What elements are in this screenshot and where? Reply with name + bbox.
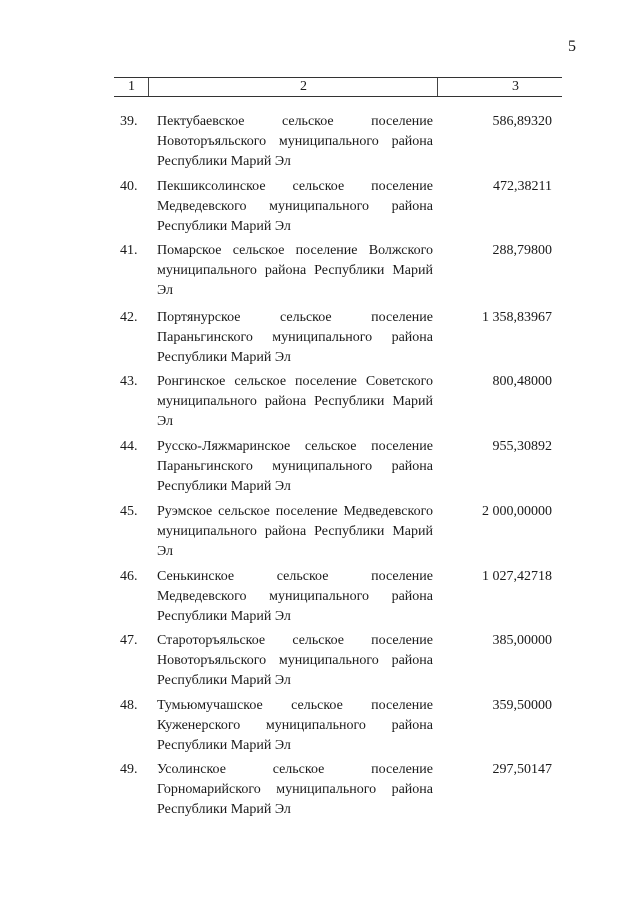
table-row [0, 696, 640, 756]
row-number: 47. [120, 633, 138, 648]
row-number: 42. [120, 310, 138, 325]
settlement-name: Русско-Ляжмаринское сельское поселение Параньгинского муниципального района Республики Марий Эл [157, 439, 433, 494]
table-row [0, 112, 640, 172]
settlement-name: Ронгинское сельское поселение Советского муниципального района Республики Марий Эл [157, 374, 433, 429]
row-number: 40. [120, 179, 138, 194]
settlement-name: Пектубаевское сельское поселение Новоторъяльского муниципального района Республики Марий Эл [157, 114, 433, 169]
table-row [0, 372, 640, 432]
row-value: 1 027,42718 [482, 569, 552, 584]
row-value: 385,00000 [492, 633, 552, 648]
table-row [0, 502, 640, 562]
row-value: 800,48000 [492, 374, 552, 389]
header-col-3: 3 [512, 79, 519, 94]
row-number: 41. [120, 243, 138, 258]
table-row [0, 241, 640, 301]
table-header [114, 77, 562, 97]
row-value: 955,30892 [492, 439, 552, 454]
row-number: 45. [120, 504, 138, 519]
row-value: 2 000,00000 [482, 504, 552, 519]
table-row [0, 631, 640, 691]
settlement-name: Староторъяльское сельское поселение Новоторъяльского муниципального района Республики Марий Эл [157, 633, 433, 688]
row-value: 359,50000 [492, 698, 552, 713]
header-divider [437, 78, 438, 96]
row-value: 586,89320 [492, 114, 552, 129]
settlement-name: Помарское сельское поселение Волжского муниципального района Республики Марий Эл [157, 243, 433, 298]
row-value: 1 358,83967 [482, 310, 552, 325]
row-number: 46. [120, 569, 138, 584]
settlement-name: Портянурское сельское поселение Параньгинского муниципального района Республики Марий Эл [157, 310, 433, 365]
settlement-name: Руэмское сельское поселение Медведевского муниципального района Республики Марий Эл [157, 504, 433, 559]
settlement-name: Тумьюмучашское сельское поселение Куженерского муниципального района Республики Марий Эл [157, 698, 433, 753]
header-col-2: 2 [300, 79, 307, 94]
header-col-1: 1 [128, 79, 135, 94]
settlement-name: Усолинское сельское поселение Горномарийского муниципального района Республики Марий Эл [157, 762, 433, 817]
row-value: 288,79800 [492, 243, 552, 258]
page-number: 5 [568, 38, 576, 55]
row-value: 472,38211 [493, 179, 552, 194]
settlement-name: Сенькинское сельское поселение Медведевского муниципального района Республики Марий Эл [157, 569, 433, 624]
row-number: 43. [120, 374, 138, 389]
table-row [0, 760, 640, 820]
settlement-name: Пекшиксолинское сельское поселение Медведевского муниципального района Республики Марий Эл [157, 179, 433, 234]
header-divider [148, 78, 149, 96]
table-row [0, 177, 640, 237]
row-number: 48. [120, 698, 138, 713]
table-row [0, 437, 640, 497]
row-number: 49. [120, 762, 138, 777]
row-number: 39. [120, 114, 138, 129]
table-row [0, 308, 640, 368]
table-row [0, 567, 640, 627]
row-value: 297,50147 [492, 762, 552, 777]
row-number: 44. [120, 439, 138, 454]
